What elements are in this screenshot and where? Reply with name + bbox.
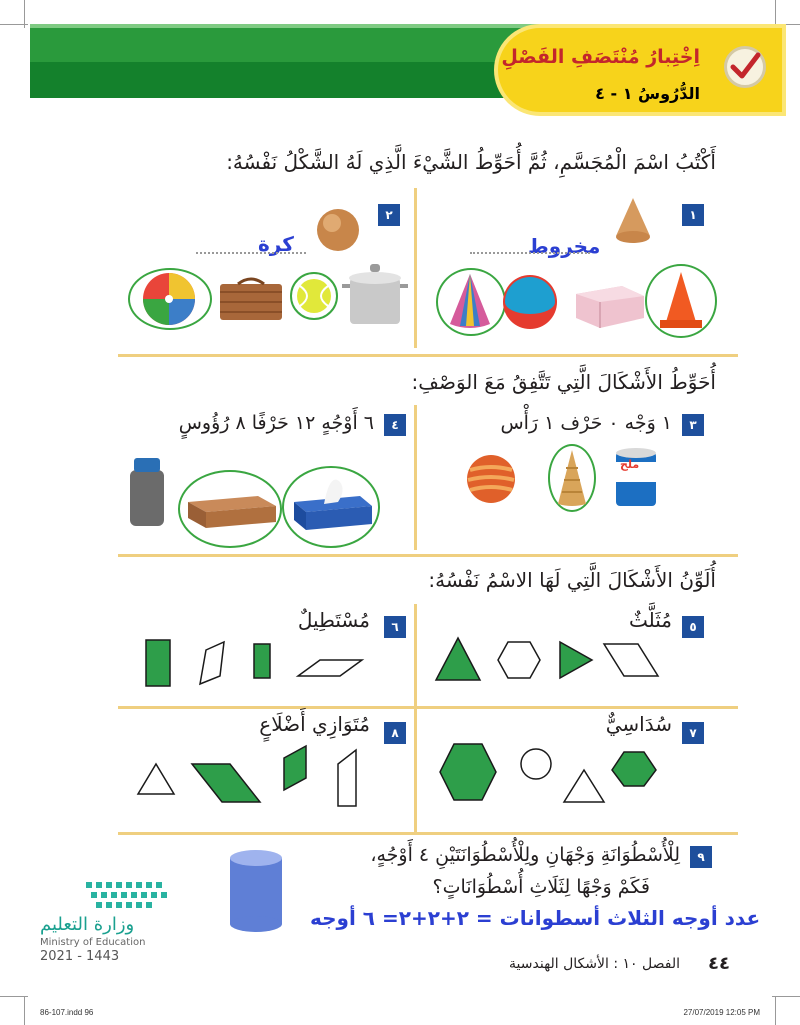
sphere-model-icon — [316, 208, 360, 252]
question-number: ٥ — [682, 616, 704, 638]
brick-block-icon — [186, 490, 278, 530]
divider — [414, 604, 417, 834]
can-label: ملح — [620, 458, 640, 471]
question-number: ٩ — [690, 846, 712, 868]
q9-answer: عدد أوجه الثلاث أسطوانات = ٢+٢+٢= ٦ أوجه — [310, 906, 761, 930]
parallelogram-shape — [604, 644, 658, 676]
ministry-name-ar: وزارة التعليم — [40, 914, 135, 935]
triangle-shape — [560, 642, 592, 678]
section1-instruction: أَكْتُبُ اسْمَ الْمُجَسَّمِ، ثُمَّ أُحَوِّطُ الشَّيْءَ الَّذِي لَهُ الشَّكْلُ نَفْسُهُ: — [226, 150, 716, 174]
beach-ball-icon — [140, 272, 198, 326]
divider — [414, 188, 417, 348]
crop-mark — [24, 0, 25, 28]
ice-cream-cone-icon — [556, 448, 588, 508]
q7-label: سُدَاسِيٌّ — [605, 712, 672, 736]
question-number: ٢ — [378, 204, 400, 226]
edition-year: 2021 - 1443 — [40, 949, 120, 964]
hexagon-shape — [440, 744, 496, 800]
parallelogram-shape — [284, 746, 306, 790]
page-subtitle: الدُّرُوسُ ١ - ٤ — [595, 84, 700, 103]
section3-instruction: أُلَوِّنُ الأَشْكَالَ الَّتِي لَهَا الاسْمُ نَفْسُهُ: — [428, 568, 716, 592]
slug-date: 27/07/2019 12:05 PM — [683, 1008, 760, 1017]
q9-line1: لِلْأُسْطُوَانَةِ وَجْهَانِ ولِلْأُسْطُوَانَتَيْنِ ٤ أَوْجُهٍ، — [370, 844, 680, 866]
picnic-basket-icon — [216, 276, 286, 324]
crop-mark — [24, 997, 25, 1025]
salt-can-icon — [612, 446, 660, 510]
question-number: ٨ — [384, 722, 406, 744]
triangle-shape — [138, 764, 174, 794]
q6-shapes — [142, 636, 382, 690]
page-title: اِخْتِبارُ مُنْتَصَفِ الفَصْلِ — [501, 46, 700, 68]
slug-file: 86-107.indd 96 — [40, 1008, 94, 1017]
section-divider — [118, 354, 738, 357]
tennis-ball-icon — [296, 278, 332, 314]
quadrilateral-shape — [200, 642, 224, 684]
section2-instruction: أُحَوِّطُ الأَشْكَالَ الَّتِي تَتَّفِقُ مَعَ الوَصْفِ: — [411, 370, 716, 394]
tissue-box-icon — [290, 470, 374, 536]
q3-description: ١ وَجْه ٠ حَرْف ١ رَأْس — [500, 412, 672, 434]
section-divider — [118, 706, 738, 709]
rectangle-shape — [254, 644, 270, 678]
question-number: ١ — [682, 204, 704, 226]
section-divider — [118, 832, 738, 835]
crop-mark — [775, 997, 776, 1025]
party-hat-icon — [446, 272, 494, 332]
question-number: ٤ — [384, 414, 406, 436]
rectangle-shape — [146, 640, 170, 686]
answer-line — [470, 252, 590, 254]
hexagon-shape — [498, 642, 540, 678]
triangle-shape — [564, 770, 604, 802]
traffic-cone-icon — [658, 270, 704, 332]
crop-mark — [772, 996, 800, 997]
ball-icon — [502, 274, 558, 330]
parallelogram-shape — [298, 660, 362, 676]
divider — [414, 405, 417, 550]
chapter-title: الفصل ١٠ : الأشكال الهندسية — [509, 956, 680, 972]
gift-box-icon — [572, 282, 648, 330]
page-number: ٤٤ — [708, 953, 730, 974]
q5-shapes — [434, 636, 666, 684]
cylinder-icon — [228, 848, 284, 934]
q8-shapes — [134, 744, 364, 810]
circle-shape — [521, 749, 551, 779]
hexagon-shape — [612, 752, 656, 786]
section-divider — [118, 554, 738, 557]
ministry-logo-icon — [84, 880, 174, 910]
q8-label: مُتَوَازِي أَضْلَاعٍ — [259, 712, 370, 736]
water-bottle-icon — [126, 456, 168, 528]
cone-model-icon — [608, 196, 658, 246]
q1-answer: مخروط — [528, 234, 601, 258]
parallelogram-shape — [192, 764, 260, 802]
question-number: ٣ — [682, 414, 704, 436]
cooking-pot-icon — [340, 262, 410, 328]
striped-ball-icon — [466, 454, 516, 504]
q5-label: مُثَلَّثٌ — [628, 608, 672, 632]
trapezoid-shape — [338, 750, 356, 806]
q6-label: مُسْتَطِيلٌ — [297, 608, 370, 632]
ministry-name-en: Ministry of Education — [40, 937, 146, 948]
triangle-shape — [436, 638, 480, 680]
answer-line — [196, 252, 306, 254]
q9-line2: فَكَمْ وَجْهًا لِثَلَاثِ أُسْطُوَانَاتٍ؟ — [432, 876, 650, 898]
q7-shapes — [434, 740, 666, 806]
checkmark-icon — [724, 46, 766, 88]
question-number: ٦ — [384, 616, 406, 638]
q2-answer: كرة — [258, 232, 294, 256]
question-number: ٧ — [682, 722, 704, 744]
q4-description: ٦ أَوْجُهٍ ١٢ حَرْفًا ٨ رُؤُوسٍ — [178, 412, 374, 434]
